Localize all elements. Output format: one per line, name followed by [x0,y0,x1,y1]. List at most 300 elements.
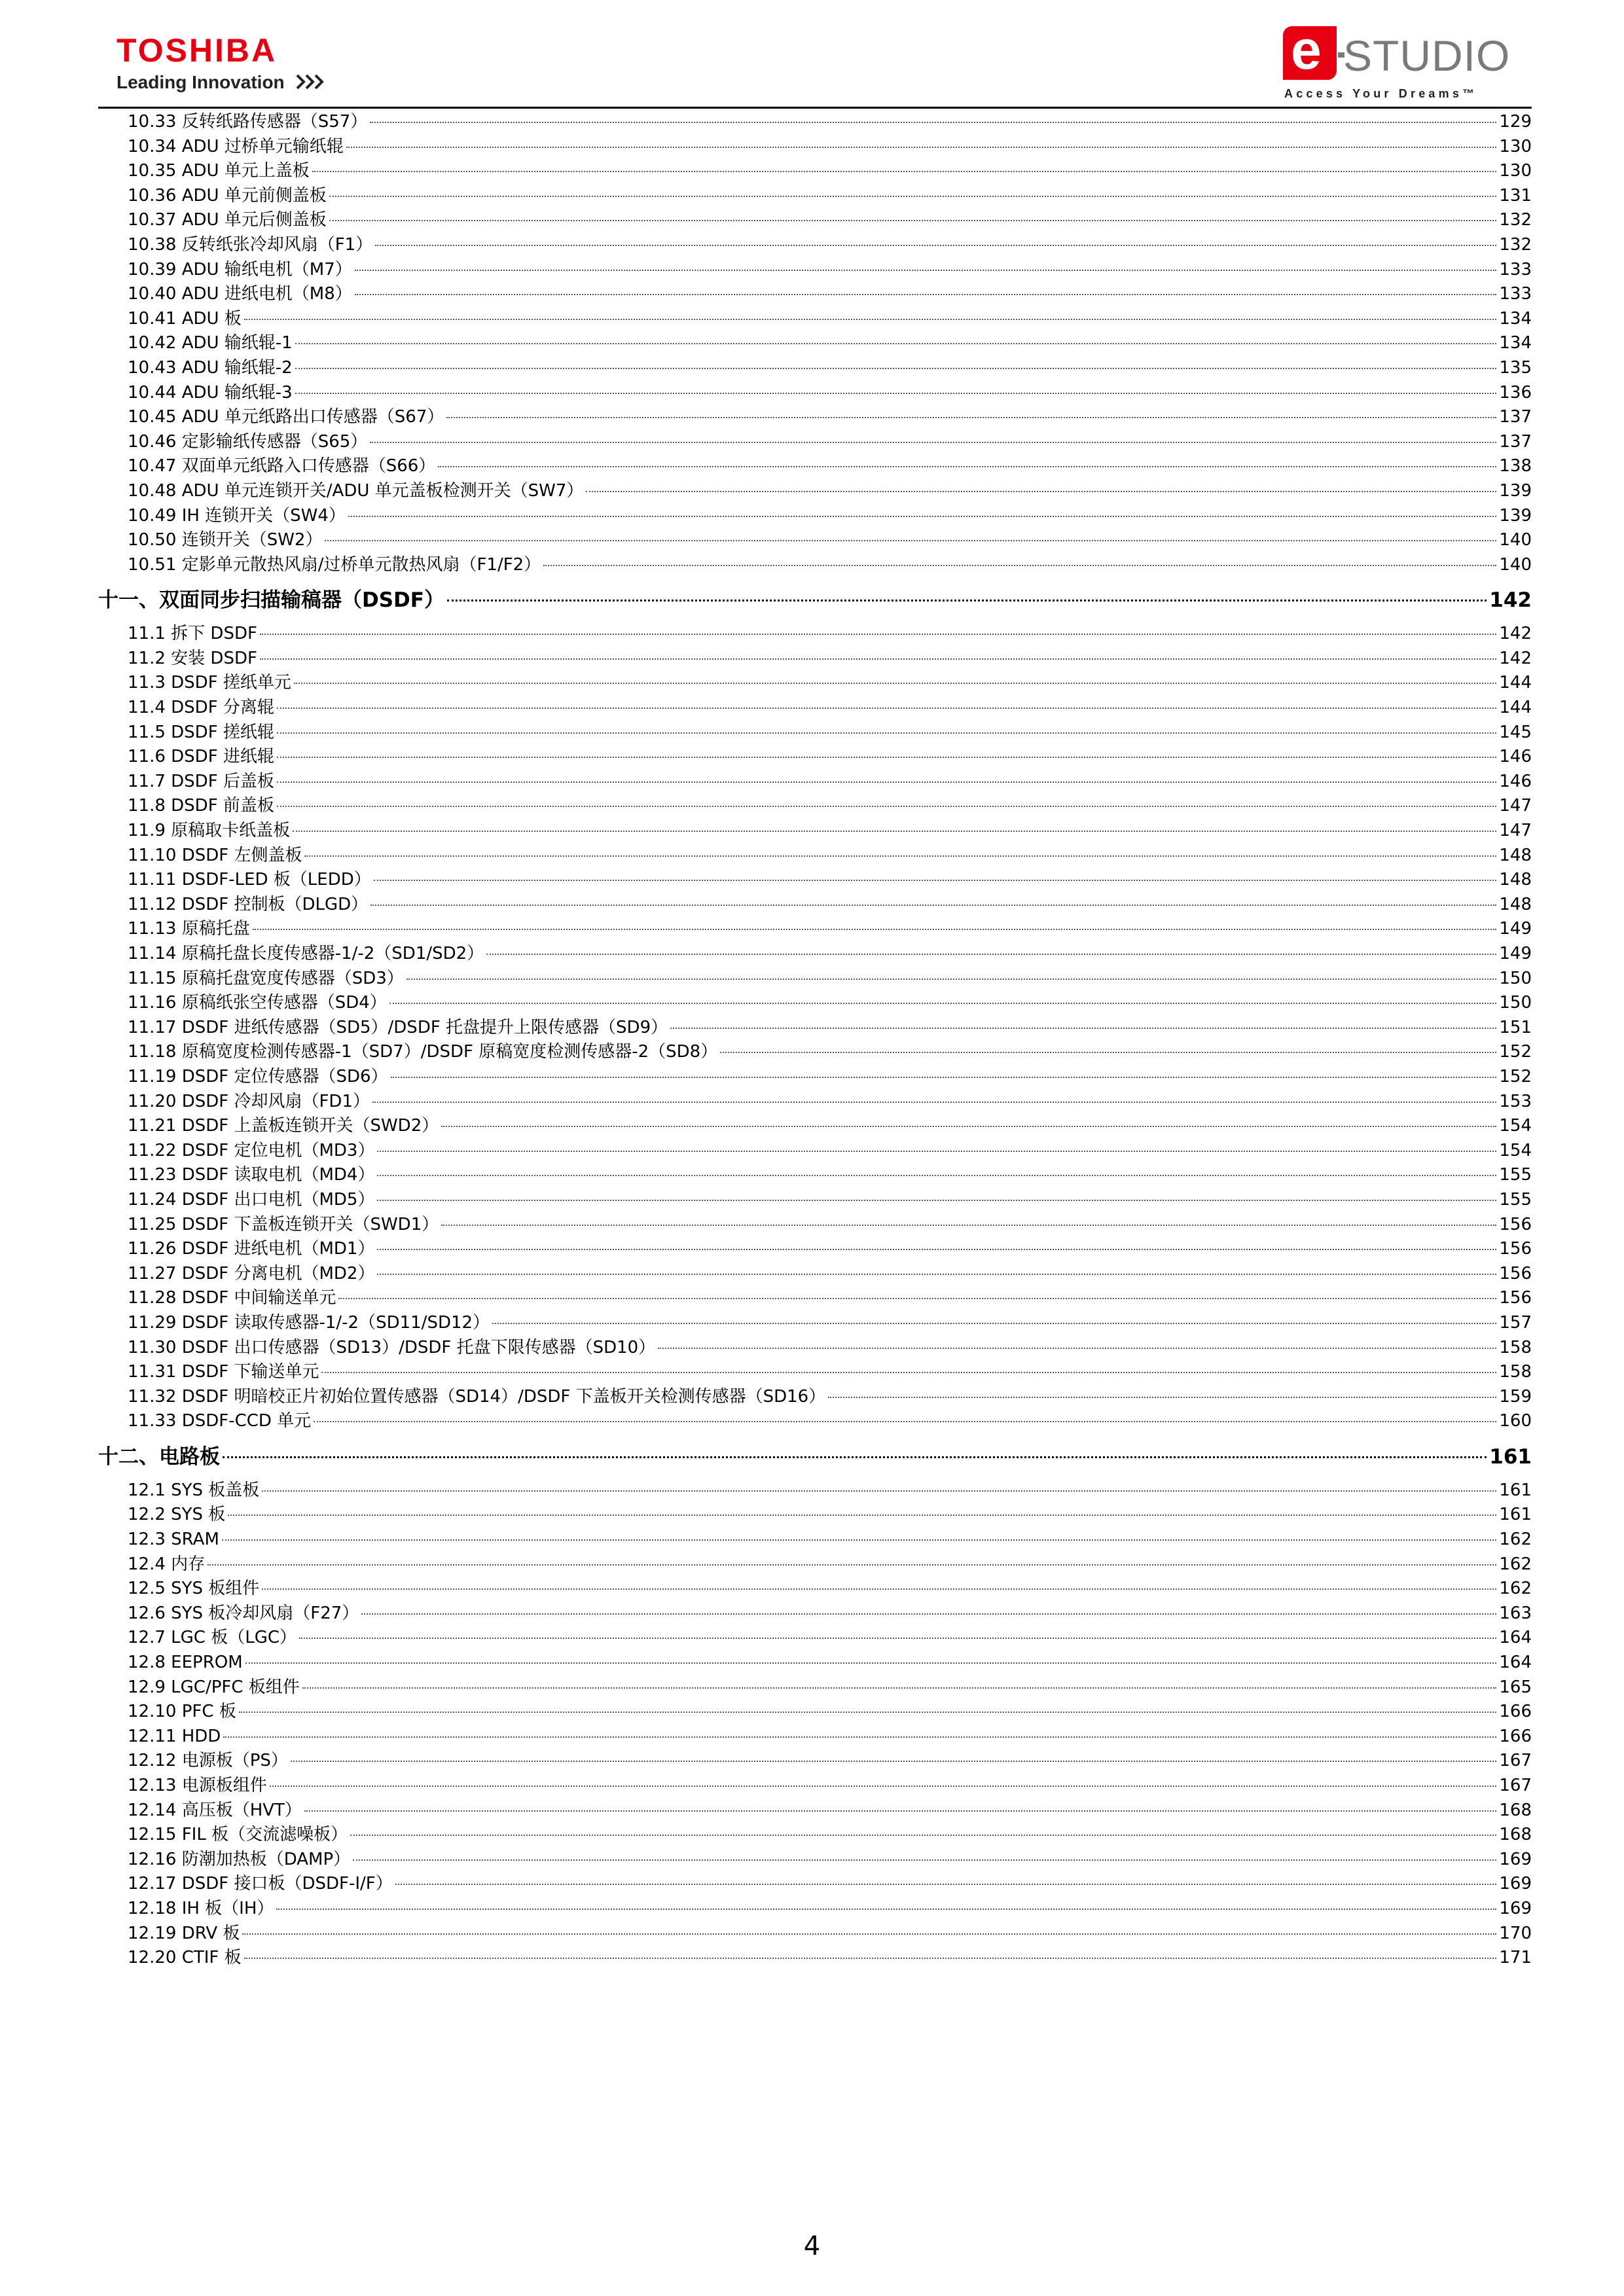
toc-entry[interactable] [98,405,1532,430]
toc-entry[interactable] [98,1262,1532,1287]
toc-entry-page: 156 [1499,1263,1532,1283]
toc-entry[interactable] [98,381,1532,406]
toc-entry-page: 142 [1499,624,1532,644]
toc-leader-dots [294,683,1496,684]
toc-leader-dots [353,1859,1496,1861]
toc-entry[interactable] [98,1552,1532,1577]
toc-entry[interactable] [98,479,1532,504]
toc-entry[interactable] [98,794,1532,819]
toc-entry[interactable] [98,504,1532,529]
toc-entry-title: 11.15 原稿托盘宽度传感器（SD3） [128,968,404,988]
toc-entry-title: 12.2 SYS 板 [128,1505,226,1525]
toc-entry-page: 167 [1499,1751,1532,1771]
toc-entry-title: 11.1 拆下 DSDF [128,624,257,644]
toc-entry-page: 148 [1499,845,1532,865]
toc-leader-dots [586,491,1496,492]
toc-entry[interactable] [98,307,1532,332]
toc-leader-dots [370,905,1496,906]
toc-entry-page: 161 [1499,1505,1532,1525]
toc-entry-title: 11.18 原稿宽度检测传感器-1（SD7）/DSDF 原稿宽度检测传感器-2（SD8） [128,1042,718,1062]
toc-entry[interactable] [98,1503,1532,1528]
toc-entry[interactable] [98,770,1532,795]
toc-leader-dots [370,122,1496,123]
toc-leader-dots [670,1028,1496,1029]
toc-entry-title: 10.41 ADU 板 [128,308,242,329]
toc-entry-title: 11.12 DSDF 控制板（DLGD） [128,894,369,914]
toc-entry-page: 169 [1499,1874,1532,1894]
toc-entry-page: 170 [1499,1923,1532,1943]
estudio-slogan: Access Your Dreams™ [1284,87,1478,100]
toc-leader-dots [312,171,1497,172]
toc-entry-page: 156 [1499,1214,1532,1234]
toc-entry[interactable] [98,1823,1532,1848]
toc-entry-title: 10.34 ADU 过桥单元输纸辊 [128,136,344,156]
toc-entry-title: 10.38 反转纸张冷却风扇（F1） [128,234,373,255]
toc-leader-dots [406,978,1497,980]
toc-entry-page: 162 [1499,1530,1532,1550]
toc-entry-page: 155 [1499,1189,1532,1210]
toc-entry-page: 165 [1499,1677,1532,1697]
toc-entry-title: 11.2 安装 DSDF [128,648,257,668]
toc-entry[interactable] [98,258,1532,283]
toc-section-12 [98,1479,1532,1971]
toc-leader-dots [338,1298,1496,1299]
toc-entry-title: 10.46 定影输纸传感器（S65） [128,431,368,452]
toc-leader-dots [361,1613,1496,1615]
toc-leader-dots [720,1052,1496,1053]
estudio-logo-word: STUDIO [1343,31,1511,80]
toc-entry-page: 137 [1499,407,1532,427]
toc-leader-dots [543,565,1496,566]
toc-entry-page: 133 [1499,259,1532,279]
toc-entry-title: 10.44 ADU 输纸辊-3 [128,382,293,403]
toc-entry[interactable] [98,1139,1532,1164]
toc-entry[interactable] [98,1311,1532,1336]
toc-leader-dots [355,294,1497,295]
toc-entry-title: 10.37 ADU 单元后侧盖板 [128,210,327,230]
toc-entry[interactable] [98,1360,1532,1385]
toc-entry-page: 156 [1499,1239,1532,1259]
toc-entry-page: 153 [1499,1091,1532,1111]
toc-leader-dots [350,1835,1496,1836]
toc-entry-title: 12.14 高压板（HVT） [128,1800,302,1820]
toc-entry[interactable] [98,159,1532,184]
toc-entry-title: 11.22 DSDF 定位电机（MD3） [128,1140,375,1160]
toc-entry-page: 149 [1499,944,1532,963]
toc-leader-dots [260,634,1496,635]
toc-entry-title: 11.30 DSDF 出口传感器（SD13）/DSDF 托盘下限传感器（SD10） [128,1337,656,1357]
toc-entry-title: 11.19 DSDF 定位传感器（SD6） [128,1066,388,1086]
toc-leader-dots [314,1421,1496,1422]
toc-entry-title: 10.35 ADU 单元上盖板 [128,161,310,181]
toc-leader-dots [302,1687,1497,1689]
toc-entry-title: 10.43 ADU 输纸辊-2 [128,357,293,378]
toc-entry-page: 159 [1499,1386,1532,1407]
toc-entry[interactable] [98,184,1532,209]
toc-entry-page: 151 [1499,1017,1532,1037]
toc-leader-dots [346,147,1497,148]
toc-entry-title: 11.27 DSDF 分离电机（MD2） [128,1263,375,1283]
toc-entry-page: 133 [1499,284,1532,304]
toc-entry-page: 160 [1499,1411,1532,1431]
toc-leader-dots [370,442,1496,443]
toc-entry[interactable] [98,1577,1532,1602]
toc-entry[interactable] [98,208,1532,233]
toc-entry-page: 161 [1499,1480,1532,1500]
toc-entry-title: 10.42 ADU 输纸辊-1 [128,333,293,353]
toc-leader-dots [321,1372,1496,1373]
toc-entry-page: 146 [1499,747,1532,767]
toc-entry-page: 144 [1499,673,1532,693]
toc-entry-title: 11.3 DSDF 搓纸单元 [128,673,291,693]
toc-entry-page: 157 [1499,1312,1532,1333]
toc-leader-dots [658,1348,1496,1349]
toc-entry[interactable] [98,1676,1532,1700]
toc-entry-page: 148 [1499,870,1532,890]
toc-entry[interactable] [98,1286,1532,1311]
toc-leader-dots [222,1539,1496,1541]
tagline [117,73,329,93]
toc-leader-dots [486,954,1496,955]
toc-entry-page: 144 [1499,698,1532,718]
toc-entry[interactable] [98,331,1532,356]
toc-entry-title: 11.7 DSDF 后盖板 [128,771,274,791]
toc-entry[interactable] [98,282,1532,307]
chevron-arrows-icon [296,74,329,93]
toc-entry-page: 148 [1499,894,1532,914]
toc-entry[interactable] [98,1946,1532,1971]
toc-leader-dots [372,1102,1496,1103]
toc-entry[interactable] [98,991,1532,1016]
toc-entry-title: 12.20 CTIF 板 [128,1948,242,1968]
toc-entry-page: 156 [1499,1288,1532,1308]
toc-entry-title: 10.50 连锁开关（SW2） [128,530,323,550]
toc-entry-title: 11.9 原稿取卡纸盖板 [128,821,291,841]
toc-entry-title: 12.1 SYS 板盖板 [128,1480,260,1500]
toc-entry-title: 11.33 DSDF-CCD 单元 [128,1411,312,1431]
estudio-logo [1283,19,1519,103]
toc-entry-page: 169 [1499,1898,1532,1918]
toc-entry-title: 12.13 电源板组件 [128,1776,267,1795]
toc-entry-page: 158 [1499,1337,1532,1357]
toc-entry-page: 164 [1499,1653,1532,1673]
table-of-contents [98,110,1532,1971]
toc-entry-page: 164 [1499,1628,1532,1648]
toc-entry-page: 162 [1499,1554,1532,1574]
toc-leader-dots [295,368,1497,369]
toc-entry-title: 11.24 DSDF 出口电机（MD5） [128,1189,375,1210]
toc-entry-page: 140 [1499,554,1532,575]
toc-entry-page: 169 [1499,1849,1532,1869]
toc-entry-page: 150 [1499,993,1532,1013]
toc-entry-page: 140 [1499,530,1532,550]
toc-entry-title: 10.36 ADU 单元前侧盖板 [128,185,327,206]
toc-leader-dots [277,732,1496,734]
estudio-logo-mark: e [1283,26,1337,80]
toc-leader-dots [291,1761,1496,1762]
toc-entry[interactable] [98,942,1532,967]
toc-leader-dots [293,831,1496,832]
toc-entry-title: 11.5 DSDF 搓纸辊 [128,722,274,742]
toc-entry-page: 131 [1499,185,1532,206]
toc-leader-dots [223,1456,1487,1458]
toc-leader-dots [253,929,1497,930]
toc-entry[interactable] [98,1188,1532,1213]
toc-entry[interactable] [98,1528,1532,1552]
toc-entry-title: 12.9 LGC/PFC 板组件 [128,1677,300,1697]
toc-entry-page: 150 [1499,968,1532,988]
toc-entry-title: 12.19 DRV 板 [128,1923,240,1943]
toc-entry[interactable] [98,1897,1532,1922]
toc-entry[interactable] [98,1114,1532,1139]
toc-entry[interactable] [98,671,1532,696]
toc-entry[interactable] [98,1213,1532,1238]
toc-entry-title: 11.10 DSDF 左侧盖板 [128,845,302,865]
toc-entry[interactable] [98,1774,1532,1799]
toc-entry-page: 168 [1499,1800,1532,1820]
toc-entry-page: 163 [1499,1603,1532,1623]
toc-entry-title: 11.4 DSDF 分离辊 [128,698,274,718]
toc-entry-title: 12.7 LGC 板（LGC） [128,1628,297,1648]
toc-entry-title: 12.4 内存 [128,1554,206,1574]
toc-entry-title: 10.39 ADU 输纸电机（M7） [128,259,352,279]
toc-entry-title: 12.10 PFC 板 [128,1702,236,1722]
toc-entry-page: 154 [1499,1116,1532,1136]
toc-entry-page: 129 [1499,112,1532,132]
toc-entry[interactable] [98,819,1532,844]
toc-entry-title: 11.8 DSDF 前盖板 [128,796,274,816]
toc-entry-title: 11.6 DSDF 进纸辊 [128,747,274,767]
toc-entry-title: 11.23 DSDF 读取电机（MD4） [128,1165,375,1185]
toc-entry[interactable] [98,553,1532,578]
toc-entry-title: 11.11 DSDF-LED 板（LEDD） [128,870,371,890]
toc-entry[interactable] [98,135,1532,160]
toc-entry[interactable] [98,1651,1532,1676]
toc-entry-page: 134 [1499,308,1532,329]
toc-entry-title: 12.3 SRAM [128,1530,219,1550]
toc-entry-title: 10.47 双面单元纸路入口传感器（S66） [128,456,436,476]
toc-leader-dots [262,1588,1496,1590]
toc-chapter-page: 161 [1489,1444,1532,1469]
toc-entry-page: 132 [1499,210,1532,230]
toc-entry-title: 11.21 DSDF 上盖板连锁开关（SWD2） [128,1116,439,1136]
toshiba-logo: TOSHIBA [117,32,278,69]
toc-leader-dots [260,658,1496,660]
toc-leader-dots [441,1225,1496,1226]
toc-entry[interactable] [98,745,1532,770]
toc-entry-title: 12.12 电源板（PS） [128,1751,288,1771]
toc-entry-page: 135 [1499,357,1532,378]
toc-entry[interactable] [98,1725,1532,1749]
toc-chapter-page: 142 [1489,588,1532,613]
toc-entry-title: 12.18 IH 板（IH） [128,1898,274,1918]
toc-entry[interactable] [98,1163,1532,1188]
toc-leader-dots [374,880,1497,881]
toc-section-10 [98,110,1532,577]
toc-leader-dots [277,757,1496,758]
toc-leader-dots [348,516,1496,517]
toc-entry-title: 10.40 ADU 进纸电机（M8） [128,284,352,304]
toc-entry-title: 12.8 EEPROM [128,1653,243,1673]
toc-entry-page: 147 [1499,821,1532,841]
toc-entry-page: 149 [1499,919,1532,939]
toc-leader-dots [355,270,1497,271]
toc-entry[interactable] [98,1700,1532,1725]
toc-entry[interactable] [98,233,1532,258]
toc-leader-dots [377,1175,1496,1176]
toc-entry[interactable] [98,1385,1532,1410]
toc-leader-dots [304,855,1496,857]
toc-entry-title: 11.28 DSDF 中间输送单元 [128,1288,336,1308]
toc-entry-title: 12.6 SYS 板冷却风扇（F27） [128,1603,359,1623]
toc-leader-dots [245,1662,1497,1664]
toc-entry[interactable] [98,647,1532,672]
toc-entry-page: 158 [1499,1362,1532,1382]
toc-leader-dots [295,393,1497,394]
toc-entry[interactable] [98,1336,1532,1361]
toc-entry-page: 166 [1499,1726,1532,1746]
toc-entry[interactable] [98,1040,1532,1065]
toc-leader-dots [208,1564,1496,1566]
toc-entry-page: 145 [1499,722,1532,742]
toc-chapter-11[interactable] [98,583,1532,618]
toc-entry[interactable] [98,110,1532,135]
toc-leader-dots [228,1515,1496,1516]
toc-entry[interactable] [98,1848,1532,1873]
toc-entry[interactable] [98,528,1532,553]
toc-leader-dots [223,1736,1496,1738]
toc-section-11 [98,622,1532,1434]
toc-entry-title: 11.17 DSDF 进纸传感器（SD5）/DSDF 托盘提升上限传感器（SD9） [128,1017,668,1037]
toc-leader-dots [447,600,1487,601]
toc-entry-title: 10.49 IH 连锁开关（SW4） [128,505,346,526]
toc-entry-page: 147 [1499,796,1532,816]
toc-leader-dots [304,1810,1496,1812]
toc-leader-dots [276,1909,1496,1910]
toc-leader-dots [446,417,1496,418]
toc-entry[interactable] [98,917,1532,942]
toc-entry-page: 162 [1499,1579,1532,1599]
toc-leader-dots [325,540,1496,541]
toc-entry-page: 130 [1499,136,1532,156]
toc-leader-dots [270,1785,1497,1787]
toc-entry-title: 10.33 反转纸路传感器（S57） [128,112,368,132]
toc-entry-title: 11.20 DSDF 冷却风扇（FD1） [128,1091,370,1111]
toc-leader-dots [329,220,1497,221]
toc-entry[interactable] [98,1626,1532,1651]
toc-leader-dots [389,1003,1497,1004]
toc-leader-dots [391,1077,1497,1078]
toc-entry[interactable] [98,1016,1532,1041]
toc-entry-title: 11.25 DSDF 下盖板连锁开关（SWD1） [128,1214,439,1234]
toc-entry-title: 11.29 DSDF 读取传感器-1/-2（SD11/SD12） [128,1312,490,1333]
toc-entry[interactable] [98,1479,1532,1503]
toc-leader-dots [299,1638,1496,1639]
toc-chapter-title: 十二、电路板 [98,1444,220,1469]
toc-leader-dots [377,1274,1496,1275]
toc-leader-dots [438,466,1496,467]
toc-leader-dots [395,1884,1497,1885]
toc-entry-page: 134 [1499,333,1532,353]
toc-entry-page: 130 [1499,161,1532,181]
toc-leader-dots [375,245,1496,246]
toc-entry-page: 155 [1499,1165,1532,1185]
toc-entry[interactable] [98,1090,1532,1115]
toc-leader-dots [492,1323,1496,1324]
toc-entry[interactable] [98,622,1532,647]
toc-entry[interactable] [98,1799,1532,1823]
toc-entry-page: 167 [1499,1776,1532,1795]
toc-entry-page: 166 [1499,1702,1532,1722]
toc-entry-title: 12.11 HDD [128,1726,221,1746]
toc-entry-page: 146 [1499,771,1532,791]
toc-leader-dots [329,196,1497,197]
toc-chapter-12[interactable] [98,1439,1532,1475]
toc-entry-title: 12.16 防潮加热板（DAMP） [128,1849,351,1869]
toc-entry-page: 171 [1499,1948,1532,1968]
toc-entry[interactable] [98,1409,1532,1434]
toc-leader-dots [828,1397,1496,1398]
toc-leader-dots [277,781,1496,783]
toc-entry-title: 11.26 DSDF 进纸电机（MD1） [128,1239,375,1259]
toc-entry[interactable] [98,454,1532,479]
toc-leader-dots [242,1933,1496,1935]
toc-entry-page: 152 [1499,1042,1532,1062]
toc-entry-title: 11.14 原稿托盘长度传感器-1/-2（SD1/SD2） [128,944,484,963]
toc-entry-page: 142 [1499,648,1532,668]
toc-entry-page: 132 [1499,234,1532,255]
toc-entry-title: 12.5 SYS 板组件 [128,1579,260,1599]
toc-entry[interactable] [98,1749,1532,1774]
toc-entry-title: 11.13 原稿托盘 [128,919,250,939]
toc-entry[interactable] [98,844,1532,869]
toc-entry-title: 10.48 ADU 单元连锁开关/ADU 单元盖板检测开关（SW7） [128,480,584,501]
page-number: 4 [803,2231,821,2261]
toc-entry[interactable] [98,868,1532,893]
toc-entry-title: 11.31 DSDF 下输送单元 [128,1362,319,1382]
header-divider [98,107,1532,109]
toc-entry[interactable] [98,967,1532,992]
toc-entry-title: 10.51 定影单元散热风扇/过桥单元散热风扇（F1/F2） [128,554,541,575]
toc-entry[interactable] [98,1872,1532,1897]
toc-entry[interactable] [98,893,1532,918]
toc-entry[interactable] [98,1065,1532,1090]
toc-entry[interactable] [98,696,1532,721]
toc-leader-dots [377,1151,1496,1152]
toc-entry-page: 136 [1499,382,1532,403]
toc-entry-title: 11.16 原稿纸张空传感器（SD4） [128,993,387,1013]
toc-entry-page: 168 [1499,1825,1532,1845]
toc-leader-dots [244,1958,1497,1959]
toc-leader-dots [377,1200,1496,1201]
toc-entry[interactable] [98,356,1532,381]
toc-leader-dots [295,343,1497,344]
toc-entry[interactable] [98,1922,1532,1946]
page-header [0,0,1624,111]
toc-entry-page: 138 [1499,456,1532,476]
toc-entry-title: 10.45 ADU 单元纸路出口传感器（S67） [128,407,444,427]
toc-chapter-title: 十一、双面同步扫描输稿器（DSDF） [98,588,444,613]
toc-entry[interactable] [98,430,1532,455]
tagline-text: Leading Innovation [117,72,285,92]
toc-entry[interactable] [98,1602,1532,1626]
toc-entry-page: 137 [1499,431,1532,452]
toc-leader-dots [377,1249,1496,1250]
toc-entry[interactable] [98,1237,1532,1262]
toc-entry[interactable] [98,721,1532,745]
toc-leader-dots [277,708,1496,709]
toc-leader-dots [277,806,1496,807]
